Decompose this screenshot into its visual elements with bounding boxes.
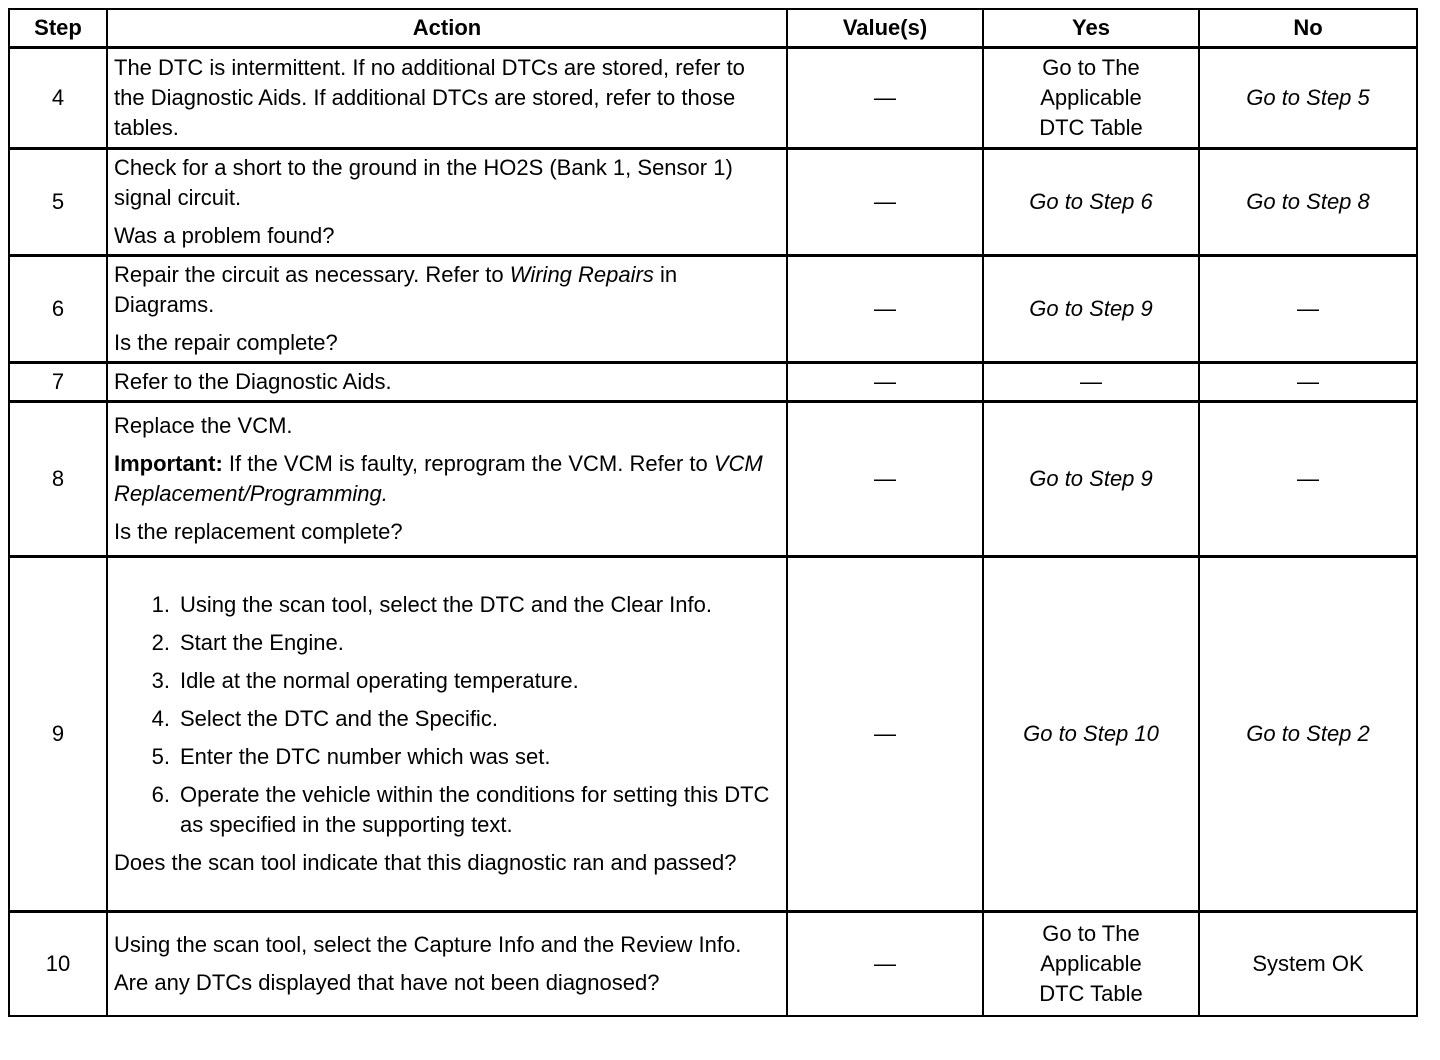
value-cell: — [787, 402, 983, 557]
list-item-text: Using the scan tool, select the DTC and the Clear Info. [180, 592, 712, 617]
step-number: 7 [9, 363, 107, 402]
action-question: Are any DTCs displayed that have not been diagnosed? [114, 970, 660, 995]
header-action: Action [107, 9, 787, 48]
header-no: No [1199, 9, 1417, 48]
table-header-row [9, 9, 1417, 48]
no-cell: System OK [1199, 912, 1417, 1017]
wiring-repairs-reference: Wiring Repairs [509, 262, 654, 287]
action-text-prefix: Repair the circuit as necessary. Refer to [114, 262, 510, 287]
list-item [114, 628, 780, 658]
no-cell: Go to Step 8 [1199, 149, 1417, 256]
list-item [114, 780, 780, 840]
action-cell [107, 912, 787, 1017]
action-cell [107, 363, 787, 402]
table-row [9, 912, 1417, 1017]
action-text [114, 260, 780, 320]
table-row [9, 557, 1417, 912]
step-number: 9 [9, 557, 107, 912]
yes-cell [983, 48, 1199, 149]
yes-text-line: Applicable [1040, 85, 1142, 110]
step-number: 5 [9, 149, 107, 256]
no-cell: — [1199, 402, 1417, 557]
table-row [9, 149, 1417, 256]
table-row [9, 363, 1417, 402]
list-item-number: 1. [151, 592, 170, 617]
action-question: Does the scan tool indicate that this diagnostic ran and passed? [114, 850, 737, 875]
list-item [114, 704, 780, 734]
action-question: Is the replacement complete? [114, 519, 403, 544]
list-item-number: 3. [151, 668, 170, 693]
header-values: Value(s) [787, 9, 983, 48]
value-cell: — [787, 557, 983, 912]
value-cell: — [787, 256, 983, 363]
action-cell [107, 149, 787, 256]
list-item-number: 5. [151, 744, 170, 769]
yes-text-line: DTC Table [1039, 981, 1143, 1006]
no-cell: — [1199, 256, 1417, 363]
action-text: Using the scan tool, select the Capture Info and the Review Info. [114, 932, 742, 957]
no-cell: — [1199, 363, 1417, 402]
no-cell: Go to Step 2 [1199, 557, 1417, 912]
diagnostic-table [8, 8, 1418, 1017]
list-item-text: Enter the DTC number which was set. [180, 744, 551, 769]
step-number: 10 [9, 912, 107, 1017]
step-number: 8 [9, 402, 107, 557]
action-text: Check for a short to the ground in the HO2S (Bank 1, Sensor 1) signal circuit. [114, 155, 733, 210]
header-yes: Yes [983, 9, 1199, 48]
important-note [114, 449, 780, 509]
table-row [9, 402, 1417, 557]
yes-cell: Go to Step 9 [983, 402, 1199, 557]
value-cell: — [787, 912, 983, 1017]
list-item-text: Select the DTC and the Specific. [180, 706, 498, 731]
vcm-programming-reference: VCM Replacement/Programming. [114, 451, 763, 506]
list-item-number: 2. [151, 630, 170, 655]
action-text: The DTC is intermittent. If no additional DTCs are stored, refer to the Diagnostic Aids. If additional DTCs are stored, refer to those tables. [114, 55, 745, 140]
important-text: If the VCM is faulty, reprogram the VCM. Refer to [222, 451, 714, 476]
list-item [114, 590, 780, 620]
list-item-number: 6. [151, 782, 170, 807]
step-number: 4 [9, 48, 107, 149]
action-text-suffix: in Diagrams. [114, 262, 678, 317]
yes-cell: Go to Step 6 [983, 149, 1199, 256]
value-cell: — [787, 363, 983, 402]
yes-cell: Go to Step 10 [983, 557, 1199, 912]
action-question: Is the repair complete? [114, 330, 338, 355]
header-step: Step [9, 9, 107, 48]
yes-cell: — [983, 363, 1199, 402]
list-item [114, 666, 780, 696]
value-cell: — [787, 48, 983, 149]
action-cell [107, 256, 787, 363]
action-cell [107, 402, 787, 557]
list-item-text: Operate the vehicle within the conditions for setting this DTC as specified in the supporting text. [180, 782, 770, 837]
action-cell [107, 557, 787, 912]
table-row [9, 256, 1417, 363]
no-cell: Go to Step 5 [1199, 48, 1417, 149]
yes-text-line: Go to The [1042, 55, 1140, 80]
table-row [9, 48, 1417, 149]
list-item-text: Idle at the normal operating temperature. [180, 668, 579, 693]
list-item [114, 742, 780, 772]
list-item-text: Start the Engine. [180, 630, 344, 655]
yes-text-line: DTC Table [1039, 115, 1143, 140]
list-item-number: 4. [151, 706, 170, 731]
yes-cell [983, 912, 1199, 1017]
action-question: Was a problem found? [114, 223, 335, 248]
procedure-list [114, 590, 780, 840]
yes-text-line: Applicable [1040, 951, 1142, 976]
value-cell: — [787, 149, 983, 256]
action-cell [107, 48, 787, 149]
yes-cell: Go to Step 9 [983, 256, 1199, 363]
action-text: Refer to the Diagnostic Aids. [114, 369, 392, 394]
step-number: 6 [9, 256, 107, 363]
important-label: Important: [114, 451, 223, 476]
action-text: Replace the VCM. [114, 413, 293, 438]
yes-text-line: Go to The [1042, 921, 1140, 946]
